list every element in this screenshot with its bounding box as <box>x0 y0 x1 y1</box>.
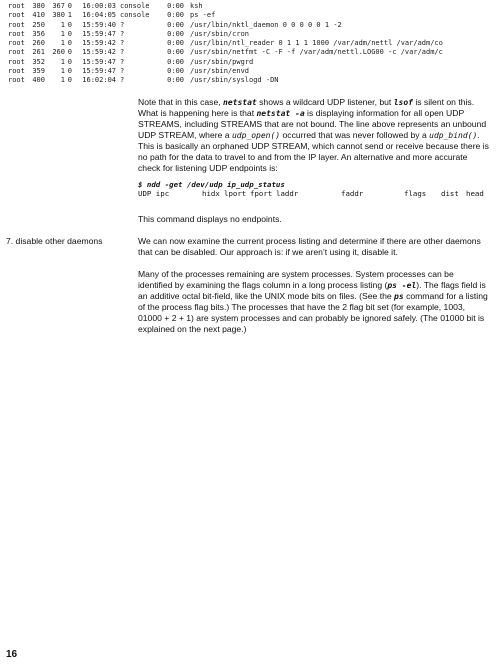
process-ppid: 1 <box>60 76 65 85</box>
ps-command: ps <box>394 292 404 301</box>
process-stime: 15:59:42 <box>82 39 116 48</box>
process-ppid: 380 <box>52 11 65 20</box>
process-tty: ? <box>120 57 125 66</box>
process-cpu: 0 <box>67 39 72 48</box>
process-row <box>8 58 498 67</box>
process-tty: console <box>120 11 150 20</box>
ndd-output-header <box>138 189 490 198</box>
process-row <box>8 21 498 30</box>
udp-open-function: udp_open() <box>231 131 281 140</box>
process-ppid: 260 <box>52 48 65 57</box>
process-uid: root <box>8 29 25 38</box>
process-row <box>8 2 498 11</box>
ndd-header-hidx: hidx <box>202 189 220 198</box>
ndd-header-head: head <box>466 189 484 198</box>
process-tty: ? <box>120 20 125 29</box>
process-cpu: 0 <box>67 29 72 38</box>
process-row <box>8 67 498 76</box>
process-row <box>8 11 498 20</box>
ndd-header-udp-ipc: UDP ipc <box>138 189 170 198</box>
process-cmd: /usr/sbin/syslogd -DN <box>190 76 279 85</box>
lsof-command: lsof <box>393 98 413 107</box>
process-cpu: 0 <box>67 76 72 85</box>
paragraph-netstat-note: Note that in this case, netstat shows a wildcard UDP listener, but lsof is silent on this. What is happening here is that netstat -a is displaying information for all open UDP STREAMS, including STREAMS that are not bound. The line above represents an unbound UDP STREAM, where a udp_open() occurred that was never followed by a udp_bind(). This is basically an orphaned UDP STREAM, which cannot send or receive because there is no path for the data to travel to and from the IP layer. An alternative and more accurate check for listening UDP endpoints is: <box>138 97 489 173</box>
process-uid: root <box>8 39 25 48</box>
process-cpu: 0 <box>67 2 72 10</box>
process-pid: 400 <box>32 76 45 85</box>
process-ppid: 1 <box>60 39 65 48</box>
ndd-header-fport: fport <box>250 189 273 198</box>
process-uid: root <box>8 48 25 57</box>
process-cpu: 0 <box>67 67 72 76</box>
process-listing <box>8 2 498 86</box>
udp-bind-function: udp_bind() <box>429 131 478 140</box>
process-cpu: 1 <box>67 11 72 20</box>
page-number: 16 <box>6 649 18 660</box>
process-pid: 410 <box>32 11 45 20</box>
process-time: 0:00 <box>167 57 184 66</box>
process-tty: ? <box>120 76 125 85</box>
process-uid: root <box>8 11 25 20</box>
process-pid: 352 <box>32 57 45 66</box>
process-stime: 16:02:04 <box>82 76 116 85</box>
process-cmd: /usr/lbin/nktl_daemon 0 0 0 0 0 1 -2 <box>190 20 342 29</box>
process-stime: 15:59:47 <box>82 29 116 38</box>
process-uid: root <box>8 2 25 10</box>
process-time: 0:00 <box>167 2 184 10</box>
process-stime: 15:59:47 <box>82 67 116 76</box>
ndd-header-flags: flags <box>404 189 427 198</box>
ndd-header-laddr: laddr <box>276 189 299 198</box>
process-pid: 380 <box>32 2 45 10</box>
process-cmd: ps -ef <box>190 11 216 20</box>
process-cpu: 0 <box>67 20 72 29</box>
process-cmd: /usr/sbin/pwgrd <box>190 57 254 66</box>
process-uid: root <box>8 67 25 76</box>
process-ppid: 1 <box>60 57 65 66</box>
process-time: 0:00 <box>167 48 184 57</box>
process-tty: ? <box>120 48 125 57</box>
process-cmd: /usr/sbin/netfmt -C -F -f /var/adm/nettl.LOG00 -c /var/adm/c <box>190 48 443 57</box>
netstat-command: netstat <box>223 98 257 107</box>
process-uid: root <box>8 57 25 66</box>
process-row <box>8 39 498 48</box>
process-ppid: 1 <box>60 67 65 76</box>
process-cmd: /usr/sbin/envd <box>190 67 250 76</box>
step-label: 7. disable other daemons <box>6 236 103 246</box>
process-cmd: /usr/sbin/cron <box>190 29 250 38</box>
process-time: 0:00 <box>167 67 184 76</box>
process-tty: ? <box>120 29 125 38</box>
ndd-command-line: $ ndd -get /dev/udp ip_udp_status <box>138 180 285 189</box>
process-stime: 15:59:47 <box>82 57 116 66</box>
process-row <box>8 76 498 85</box>
process-time: 0:00 <box>167 11 184 20</box>
paragraph-system-processes: Many of the processes remaining are system processes. System processes can be identified by examining the flags column in a long process listing (ps -el). The flags field is an additive octal bit-field, like the UNIX mode bits on files. (See the ps command for a listing of the process flag bits.) The processes that have the 2 flag bit set (for example, 1003, 01000 + 2 + 1) are system processes and can probably be ignored safely. (The 01000 bit is explained on the next page.) <box>138 269 488 334</box>
process-pid: 260 <box>32 39 45 48</box>
ndd-header-faddr: faddr <box>341 189 364 198</box>
process-row <box>8 48 498 57</box>
ndd-header-dist: dist <box>441 189 459 198</box>
ps-el-command: ps -el <box>387 281 417 290</box>
process-pid: 359 <box>32 67 45 76</box>
process-cpu: 0 <box>67 48 72 57</box>
process-time: 0:00 <box>167 76 184 85</box>
process-uid: root <box>8 76 25 85</box>
process-time: 0:00 <box>167 20 184 29</box>
process-stime: 15:59:42 <box>82 48 116 57</box>
process-ppid: 1 <box>60 20 65 29</box>
process-time: 0:00 <box>167 29 184 38</box>
process-pid: 356 <box>32 29 45 38</box>
process-stime: 16:04:05 <box>82 11 116 20</box>
process-tty: console <box>120 2 150 10</box>
process-ppid: 1 <box>60 29 65 38</box>
netstat-a-command: netstat -a <box>256 109 305 118</box>
process-time: 0:00 <box>167 39 184 48</box>
paragraph-process-listing: We can now examine the current process listing and determine if there are other daemons that can be disabled. Our approach is: if we aren’t using it, disable it. <box>138 236 481 257</box>
process-pid: 250 <box>32 20 45 29</box>
process-stime: 16:00:03 <box>82 2 116 10</box>
process-uid: root <box>8 20 25 29</box>
process-pid: 261 <box>32 48 45 57</box>
paragraph-no-endpoints: This command displays no endpoints. <box>138 214 282 224</box>
process-cmd: /usr/lbin/ntl_reader 0 1 1 1 1000 /var/adm/nettl /var/adm/co <box>190 39 443 48</box>
ndd-header-lport: lport <box>224 189 247 198</box>
process-row <box>8 30 498 39</box>
process-stime: 15:59:40 <box>82 20 116 29</box>
process-ppid: 367 <box>52 2 65 10</box>
process-tty: ? <box>120 39 125 48</box>
process-cmd: ksh <box>190 2 203 10</box>
process-cpu: 0 <box>67 57 72 66</box>
process-tty: ? <box>120 67 125 76</box>
